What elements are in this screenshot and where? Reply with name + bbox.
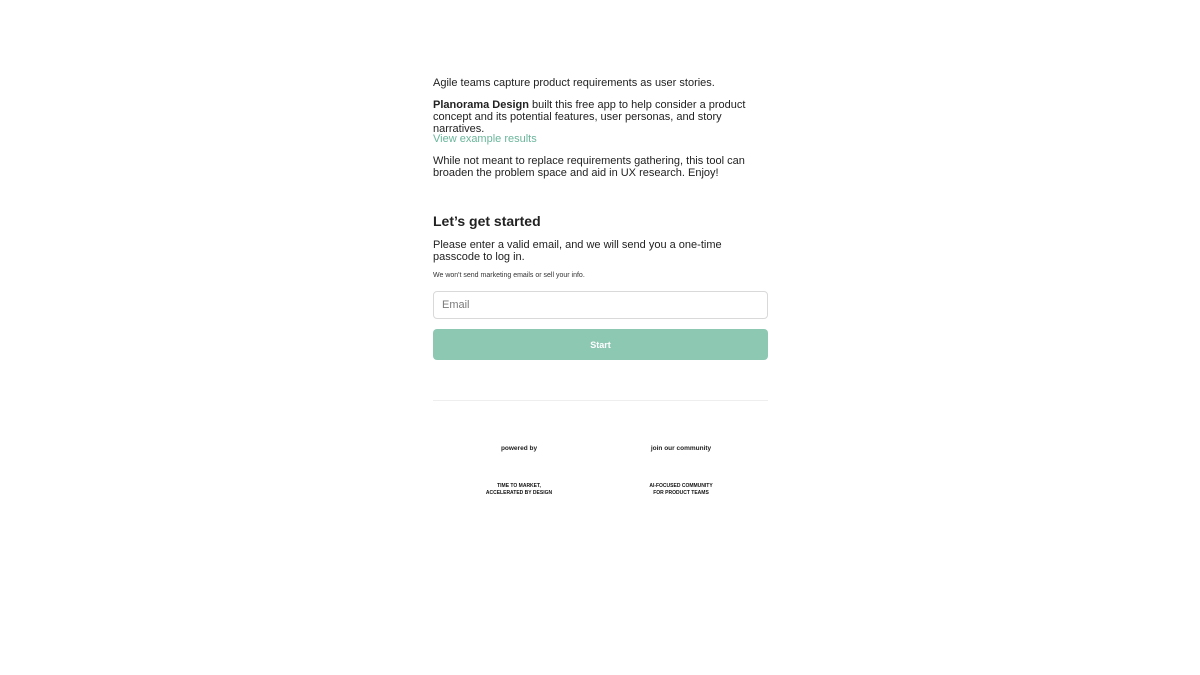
- start-button[interactable]: Start: [433, 329, 768, 360]
- community-logo[interactable]: AI-FOCUSED COMMUNITY FOR PRODUCT TEAMS: [649, 483, 713, 496]
- intro-text: Agile teams capture product requirements as user stories.: [433, 77, 715, 89]
- built-description: [433, 99, 768, 135]
- view-example-link[interactable]: View example results: [433, 133, 537, 145]
- built-text: built this free app to help consider a product concept and its potential features, user personas, and story narratives.: [433, 99, 746, 135]
- powered-by-logo[interactable]: TIME TO MARKET, ACCELERATED BY DESIGN: [485, 483, 553, 496]
- footer-divider: [433, 400, 768, 401]
- instructions-text: Please enter a valid email, and we will send you a one-time passcode to log in.: [433, 239, 722, 263]
- powered-by-title: powered by: [500, 445, 538, 452]
- community-title: join our community: [650, 445, 712, 452]
- disclaimer-text: While not meant to replace requirements gathering, this tool can broaden the problem space and aid in UX research. Enjoy!: [433, 155, 745, 179]
- privacy-note: We won't send marketing emails or sell your info.: [433, 272, 585, 279]
- brand-name: Planorama Design: [433, 99, 529, 111]
- email-input[interactable]: [433, 291, 768, 319]
- section-heading: Let’s get started: [433, 213, 541, 229]
